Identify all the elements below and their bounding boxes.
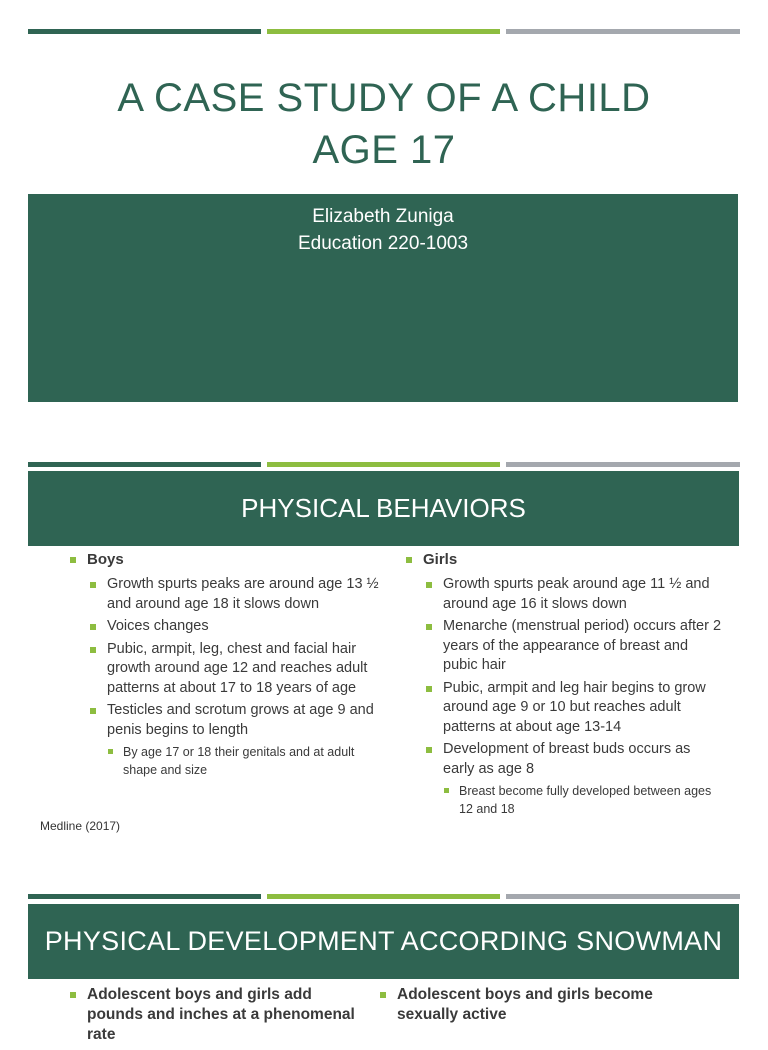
- list-item: [378, 985, 678, 1025]
- square-bullet-icon: [108, 749, 113, 754]
- square-bullet-icon: [426, 582, 432, 588]
- boys-column: [68, 550, 388, 782]
- stripe-light-green: [267, 29, 500, 34]
- stripe-light-green: [267, 462, 500, 467]
- slide-heading: PHYSICAL DEVELOPMENT ACCORDING SNOWMAN: [28, 904, 739, 979]
- square-bullet-icon: [406, 557, 412, 563]
- square-bullet-icon: [90, 647, 96, 653]
- list-sub-item: [404, 782, 724, 818]
- physical-development-slide: [0, 884, 768, 1043]
- square-bullet-icon: [90, 624, 96, 630]
- stripe-gray: [506, 29, 740, 34]
- decorative-stripes: [28, 29, 740, 34]
- citation: Medline (2017): [40, 819, 121, 833]
- decorative-stripes: [28, 462, 740, 467]
- list-item-text: Pubic, armpit and leg hair begins to grow around age 9 or 10 but reaches adult patterns at about age 13-14: [443, 679, 706, 735]
- list-item-text: Menarche (menstrual period) occurs after 2 years of the appearance of breast and pubic hair: [443, 618, 722, 673]
- stripe-dark-green: [28, 894, 261, 899]
- slide-heading: PHYSICAL BEHAVIORS: [28, 471, 739, 546]
- list-item-text: By age 17 or 18 their genitals and at adult shape and size: [123, 745, 355, 777]
- list-item: [404, 617, 724, 676]
- list-item-text: Voices changes: [107, 618, 209, 634]
- stripe-dark-green: [28, 29, 261, 34]
- girls-column: [404, 550, 724, 821]
- slide-title: [28, 72, 740, 176]
- list-item: [68, 550, 388, 570]
- physical-behaviors-slide: [0, 452, 768, 872]
- square-bullet-icon: [70, 992, 76, 998]
- square-bullet-icon: [426, 624, 432, 630]
- list-item: [68, 640, 388, 699]
- left-column: [68, 985, 368, 1050]
- square-bullet-icon: [90, 708, 96, 714]
- list-item: [68, 701, 388, 740]
- list-item: [404, 679, 724, 738]
- list-item: [404, 575, 724, 614]
- square-bullet-icon: [70, 557, 76, 563]
- subtitle-box: [28, 194, 738, 402]
- stripe-dark-green: [28, 462, 261, 467]
- course-name: Education 220-1003: [297, 233, 469, 254]
- list-item: [68, 575, 388, 614]
- square-bullet-icon: [90, 582, 96, 588]
- girls-label: Girls: [423, 551, 458, 568]
- stripe-gray: [506, 462, 740, 467]
- list-item: [68, 617, 388, 637]
- list-sub-item: [68, 743, 388, 779]
- author-name: Elizabeth Zuniga: [312, 206, 454, 227]
- square-bullet-icon: [426, 686, 432, 692]
- title-slide: [0, 0, 768, 440]
- square-bullet-icon: [380, 992, 386, 998]
- square-bullet-icon: [426, 747, 432, 753]
- list-item-text: Development of breast buds occurs as early as age 8: [443, 741, 691, 777]
- right-column: [378, 985, 678, 1030]
- list-item: [404, 550, 724, 570]
- list-item-text: Pubic, armpit, leg, chest and facial hair growth around age 12 and reaches adult patterns at about 17 to 18 years of age: [107, 640, 368, 696]
- list-item-text: Breast become fully developed between ages 12 and 18: [459, 784, 712, 816]
- square-bullet-icon: [444, 788, 449, 793]
- stripe-light-green: [267, 894, 500, 899]
- list-item: [68, 985, 368, 1045]
- list-item: [404, 740, 724, 779]
- list-item-text: Adolescent boys and girls add pounds and inches at a phenomenal rate: [87, 986, 355, 1043]
- stripe-gray: [506, 894, 740, 899]
- title-line-1: A CASE STUDY OF A CHILD: [117, 76, 651, 120]
- list-item-text: Testicles and scrotum grows at age 9 and penis begins to length: [107, 702, 374, 738]
- list-item-text: Growth spurts peak around age 11 ½ and around age 16 it slows down: [443, 576, 710, 612]
- boys-label: Boys: [87, 551, 124, 568]
- list-item-text: Adolescent boys and girls become sexually active: [397, 986, 653, 1023]
- title-line-2: AGE 17: [312, 128, 456, 172]
- decorative-stripes: [28, 894, 740, 899]
- list-item-text: Growth spurts peaks are around age 13 ½ and around age 18 it slows down: [107, 576, 379, 612]
